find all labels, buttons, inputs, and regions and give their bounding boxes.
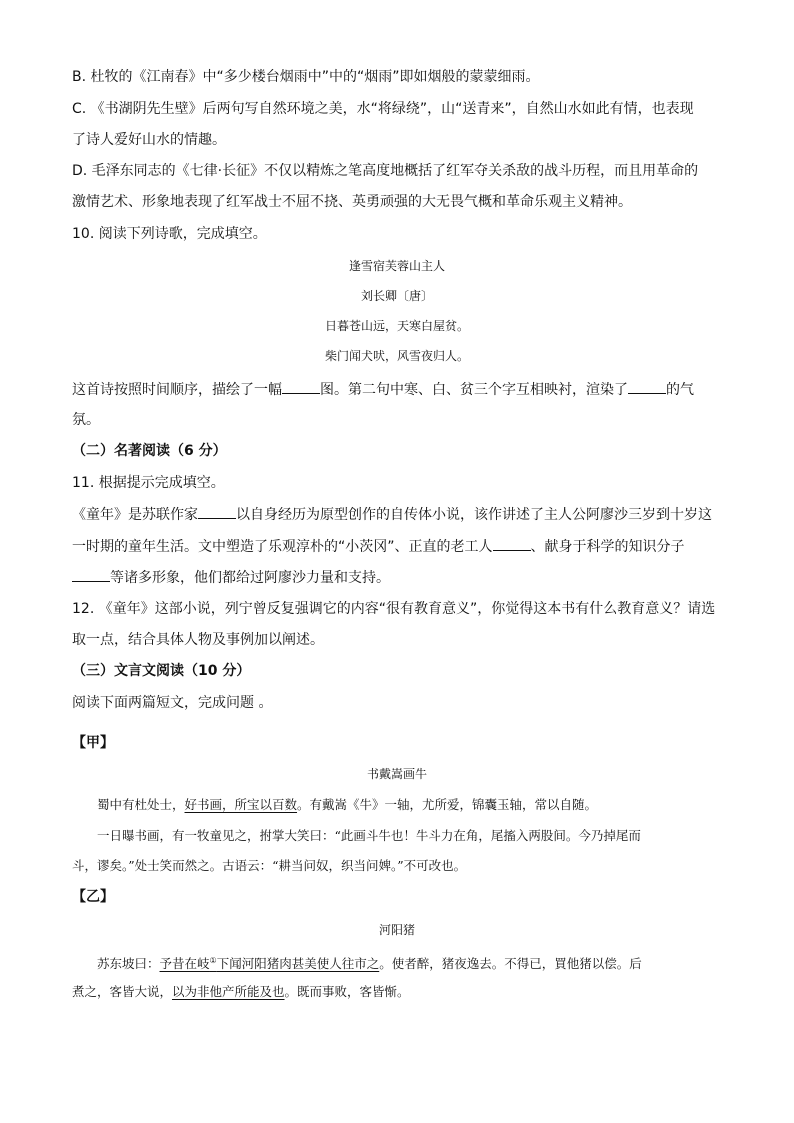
q9-option-d-line2: 激情艺术、形象地表现了红军战士不屈不挠、英勇顽强的大无畏气概和革命乐观主义精神。: [72, 194, 632, 210]
q10-text-3: 的气: [666, 382, 694, 398]
yi-text: 。使者醉，猪夜逸去。不得已，買他猪以偿。后: [379, 956, 642, 972]
q9-option-b: B. 杜牧的《江南春》中“多少楼台烟雨中”中的“烟雨”即如烟般的蒙蒙细雨。: [72, 69, 540, 85]
q11-line1: [72, 505, 712, 524]
q11-text-2a: 一时期的童年生活。文中塑造了乐观淳朴的“小茨冈”、正直的老工人: [72, 539, 493, 555]
passage-jia-p2-line1: 一日曝书画，有一牧童见之，拊掌大笑曰：“此画斗牛也！牛斗力在角，尾搐入两股间。今乃掉尾而: [97, 828, 641, 843]
passage-jia-title: 书戴嵩画牛: [366, 767, 427, 781]
q11-text-1a: 《童年》是苏联作家: [72, 507, 198, 523]
yi-text: 。既而事败，客皆惭。: [284, 984, 410, 999]
q10-text-1: 这首诗按照时间顺序，描绘了一幅: [72, 382, 282, 398]
answer-blank[interactable]: [72, 568, 110, 582]
yi-underlined: 以为非他产所能及也: [172, 984, 285, 999]
passage-yi-label: 【乙】: [72, 889, 114, 905]
yi-text: 苏东坡曰：: [97, 956, 160, 972]
yi-underlined-part: 予昔在岐: [159, 956, 210, 972]
passage-yi-p1: [97, 952, 642, 973]
yi-text: 煮之，客皆大说，: [72, 984, 173, 999]
passage-jia-label: 【甲】: [72, 735, 114, 751]
q10-prompt: 10. 阅读下列诗歌，完成填空。: [72, 226, 267, 242]
section-heading-classical: （三）文言文阅读（10 分）: [72, 663, 251, 679]
jia-underlined: 好书画，所宝以百数: [184, 797, 298, 812]
q11-line3: [72, 568, 390, 587]
section-heading-classics: （二）名著阅读（6 分）: [72, 443, 227, 459]
passage-jia-p1: [97, 796, 597, 814]
passage-jia-p2-line2: 斗，谬矣。”处士笑而然之。古语云：“耕当问奴，织当问婢。”不可改也。: [72, 858, 467, 873]
q10-question-line1: [72, 380, 694, 399]
answer-blank[interactable]: [493, 537, 531, 551]
jia-text: 蜀中有杜处士，: [97, 797, 185, 812]
q9-option-d-line1: D. 毛泽东同志的《七律·长征》不仅以精炼之笔高度地概括了红军夺关杀敌的战斗历程，而且用革命的: [72, 163, 699, 179]
poem-title: 逢雪宿芙蓉山主人: [348, 259, 445, 273]
q10-question-line2: 氛。: [72, 412, 100, 428]
q10-text-2: 图。第二句中寒、白、贫三个字互相映衬，渲染了: [320, 382, 628, 398]
poem-line-1: 日暮苍山远，天寒白屋贫。: [324, 319, 469, 333]
yi-underlined: [160, 956, 380, 971]
poem-line-2: 柴门闻犬吠，风雪夜归人。: [324, 349, 469, 363]
answer-blank[interactable]: [198, 505, 236, 519]
q11-text-1b: 以自身经历为原型创作的自传体小说，该作讲述了主人公阿廖沙三岁到十岁这: [236, 507, 712, 523]
q12-line1: 12. 《童年》这部小说，列宁曾反复强调它的内容“很有教育意义”，你觉得这本书有什么教育意义？请选: [72, 601, 716, 617]
q9-option-c-line2: 了诗人爱好山水的情趣。: [72, 132, 226, 148]
section3-intro: 阅读下面两篇短文，完成问题 。: [72, 695, 273, 711]
poem-author: 刘长卿〔唐〕: [360, 289, 433, 303]
yi-underlined-part: 下闻河阳猪肉甚美使人往市之: [216, 956, 380, 972]
q11-prompt: 11. 根据提示完成填空。: [72, 475, 225, 491]
passage-yi-p2: [72, 983, 410, 1001]
passage-yi-title: 河阳猪: [378, 923, 415, 937]
q11-text-3: 等诸多形象，他们都给过阿廖沙力量和支持。: [110, 570, 390, 586]
jia-text: 。有戴嵩《牛》一轴，尤所爱，锦囊玉轴，常以自随。: [297, 797, 598, 812]
answer-blank[interactable]: [282, 380, 320, 394]
q11-text-2b: 、献身于科学的知识分子: [530, 539, 685, 555]
footnote-marker: ①: [209, 956, 217, 965]
q11-line2: [72, 537, 685, 556]
q12-line2: 取一点，结合具体人物及事例加以阐述。: [72, 632, 324, 648]
answer-blank[interactable]: [628, 380, 666, 394]
q9-option-c-line1: C. 《书湖阴先生壁》后两句写自然环境之美，水“将绿绕”，山“送青来”，自然山水如此有情，也表现: [72, 101, 694, 117]
